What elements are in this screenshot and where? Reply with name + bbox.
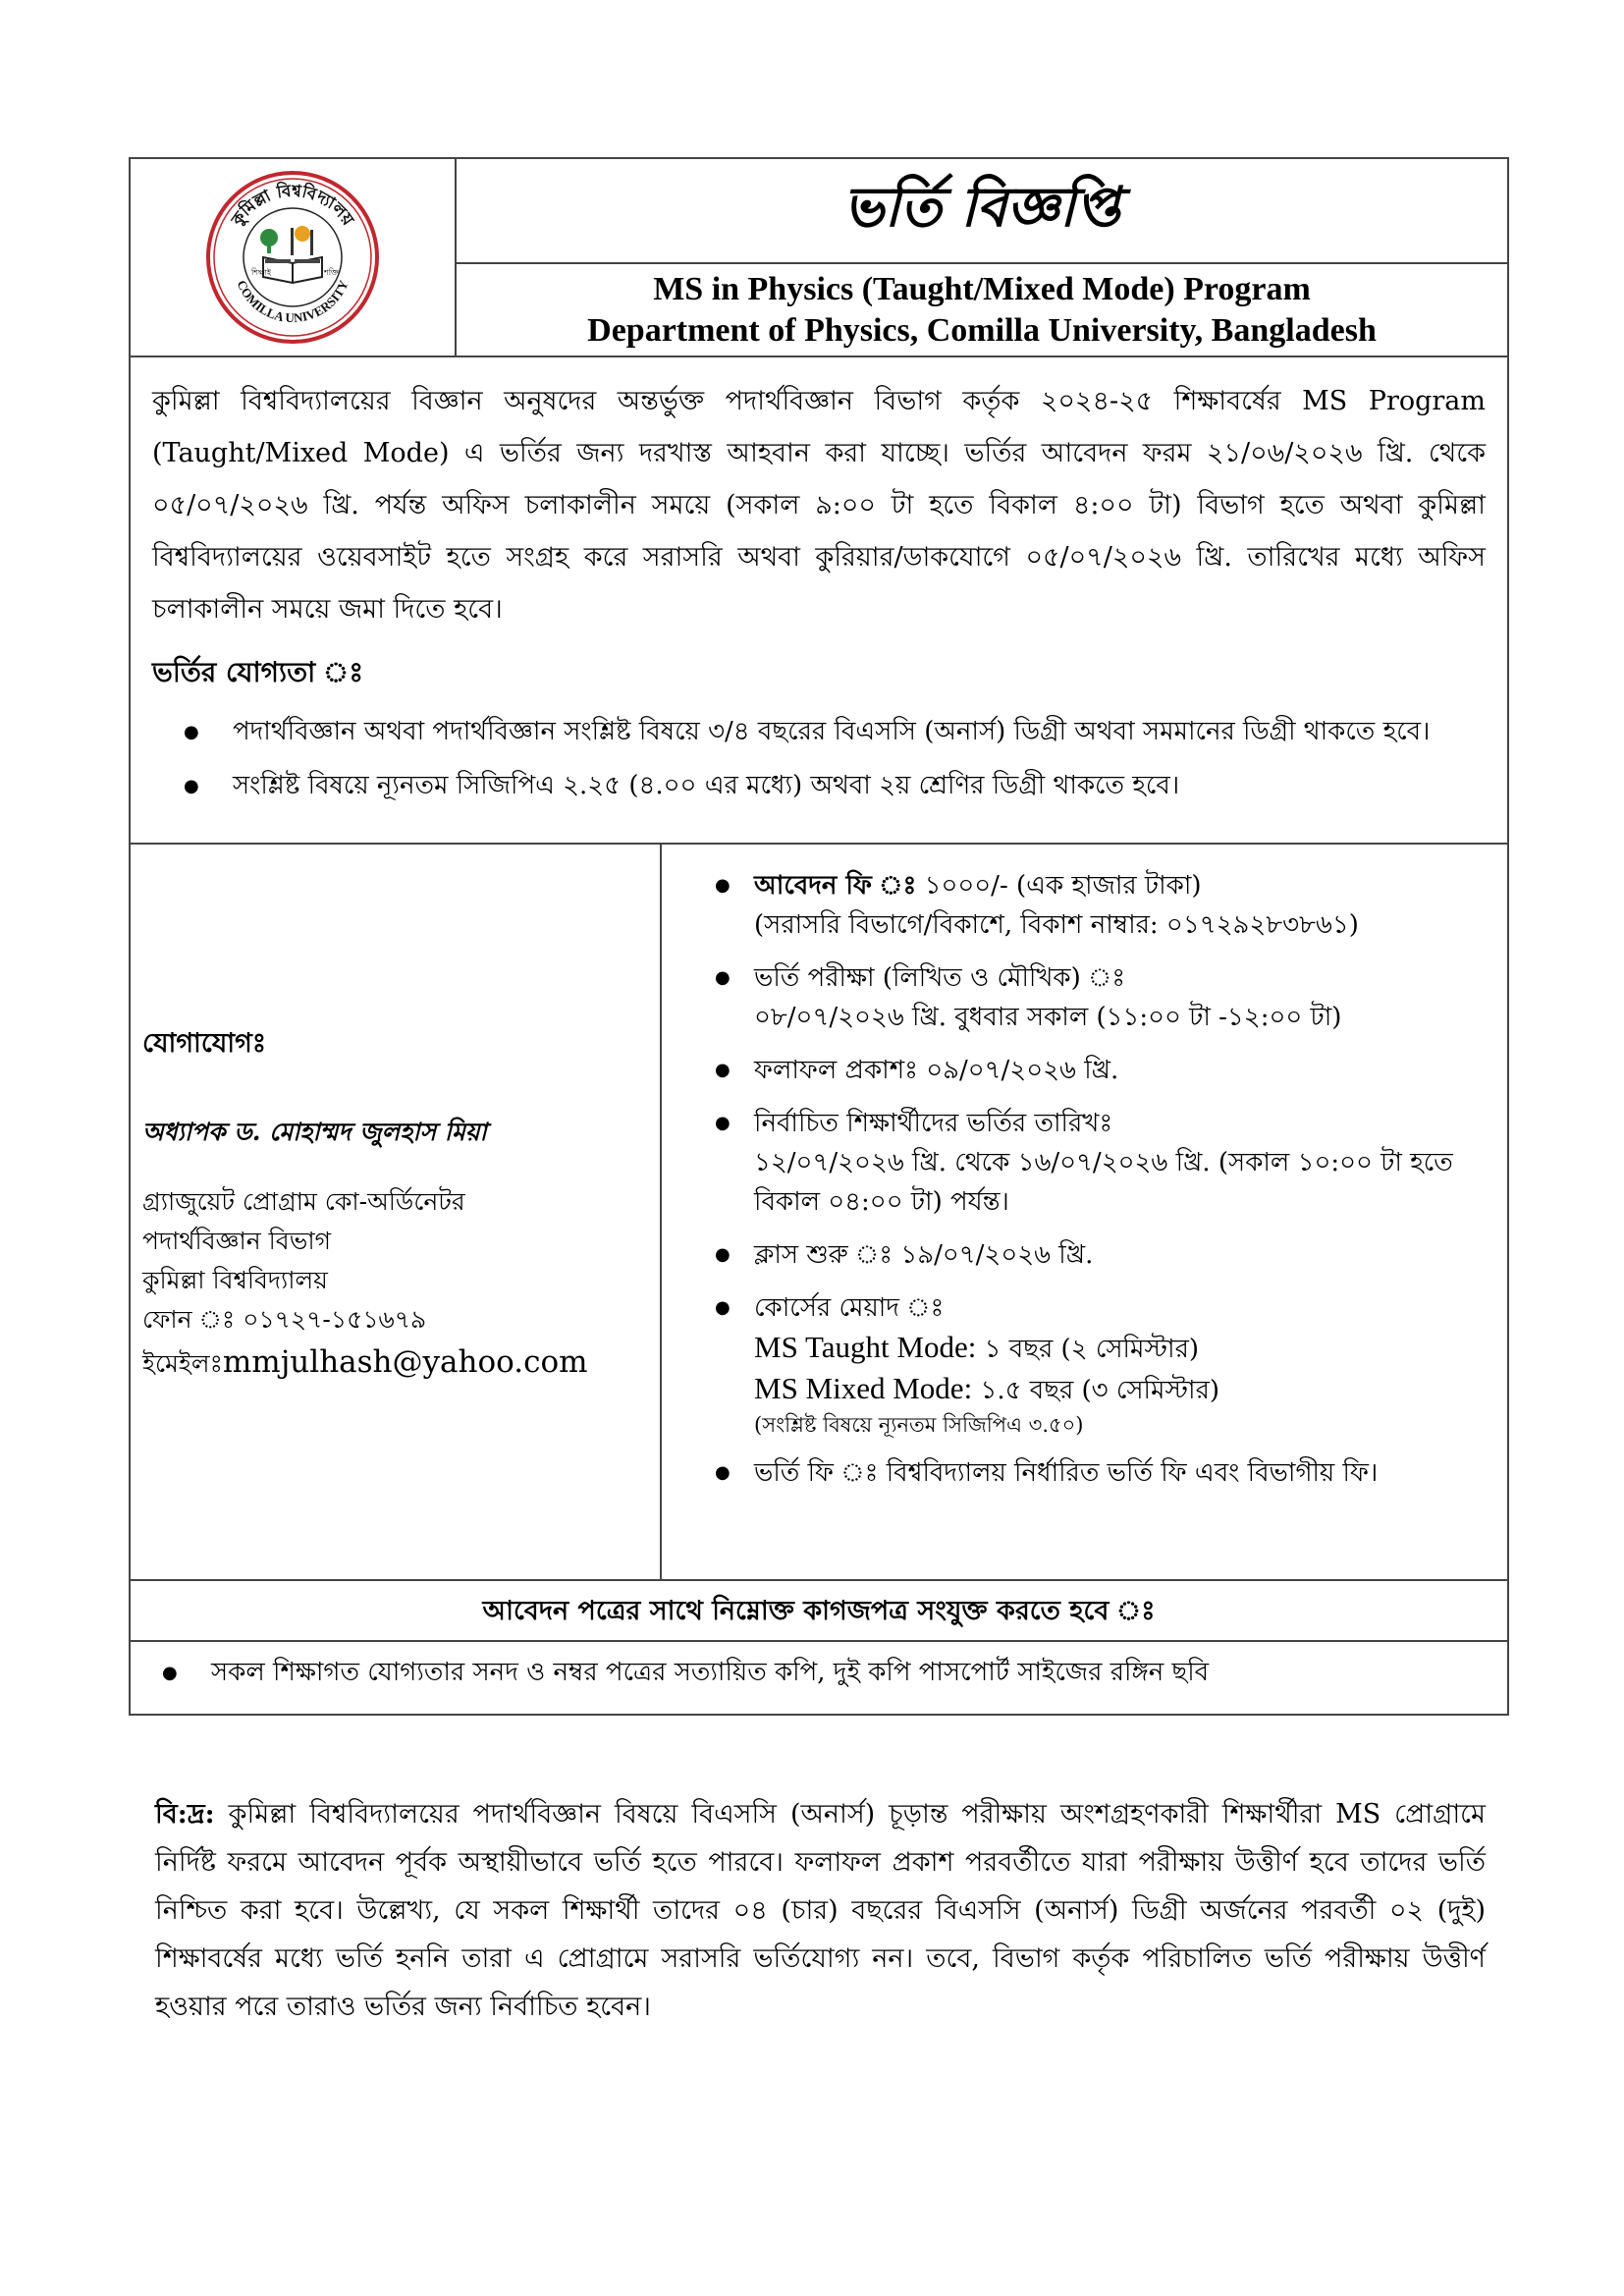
eligibility-list xyxy=(152,709,1486,809)
eligibility-item: ● পদার্থবিজ্ঞান অথবা পদার্থবিজ্ঞান সংশ্লিষ্ট বিষয়ে ৩/৪ বছরের বিএসসি (অনার্স) ডিগ্রী অথবা সমমানের ডিগ্রী থাকতে হবে। xyxy=(233,709,1486,755)
email-label: ইমেইলঃ xyxy=(142,1349,223,1378)
contact-email-line xyxy=(142,1339,660,1385)
fee-label: আবেদন ফি ঃ xyxy=(754,871,917,901)
svg-text:শিক্ষাই: শিক্ষাই xyxy=(251,268,271,277)
info-item-result: ● ফলাফল প্রকাশঃ ০৯/০৭/২০২৬ খ্রি. xyxy=(715,1051,1507,1090)
eligibility-title: ভর্তির যোগ্যতা ঃ xyxy=(152,656,364,688)
mixed-mode-note: (সংশ্লিষ্ট বিষয়ে ন্যূনতম সিজিপিএ ৩.৫০) xyxy=(754,1413,1084,1437)
info-block xyxy=(662,845,1507,1579)
contact-email[interactable]: mmjulhash@yahoo.com xyxy=(222,1344,588,1380)
admission-value: ১২/০৭/২০২৬ খ্রি. থেকে ১৬/০৭/২০২৬ খ্রি. (সকাল ১০:০০ টা হতে বিকাল ০৪:০০ টা) পর্যন্ত। xyxy=(754,1148,1453,1217)
program-title: MS in Physics (Taught/Mixed Mode) Program xyxy=(653,270,1311,307)
university-logo xyxy=(204,169,381,346)
mixed-mode-line xyxy=(754,1369,1507,1410)
exam-value: ০৮/০৭/২০২৬ খ্রি. বুধবার সকাল (১১:০০ টা -১২:০০ টা) xyxy=(754,1003,1342,1032)
contact-title: যোগাযোগঃ xyxy=(142,1028,267,1059)
subtitle-cell xyxy=(457,264,1507,355)
notice-title: ভর্তি বিজ্ঞপ্তি xyxy=(842,174,1121,240)
department-title: Department of Physics, Comilla University, Bangladesh xyxy=(587,311,1377,349)
note-text: কুমিল্লা বিশ্ববিদ্যালয়ের পদার্থবিজ্ঞান বিষয়ে বিএসসি (অনার্স) চূড়ান্ত পরীক্ষায় অংশগ্রহণকারী শিক্ষার্থীরা MS প্রোগ্রামে নির্দিষ্ট ফরমে আবেদন পূর্বক অস্থায়ীভাবে ভর্তি হতে পারবে। ফলাফল প্রকাশ পরবর্তীতে যারা পরীক্ষায় উত্তীর্ণ হবে তাদের ভর্তি নিশ্চিত করা হবে। উল্লেখ্য, যে সকল শিক্ষার্থী তাদের ০৪ (চার) বছরের বিএসসি (অনার্স) ডিগ্রী অর্জনের পরবর্তী ০২ (দুই) শিক্ষাবর্ষের মধ্যে ভর্তি হননি তারা এ প্রোগ্রামে সরাসরি ভর্তিযোগ্য নন। তবে, বিভাগ কর্তৃক পরিচালিত ভর্তি পরীক্ষায় উত্তীর্ণ হওয়ার পরে তারাও ভর্তির জন্য নির্বাচিত হবেন। xyxy=(155,1799,1486,2022)
taught-mode-line xyxy=(754,1328,1507,1369)
info-item-class-start: ● ক্লাস শুরু ঃ ১৯/০৭/২০২৬ খ্রি. xyxy=(715,1235,1507,1275)
contact-phone: ফোন ঃ ০১৭২৭-১৫১৬৭৯ xyxy=(142,1305,427,1334)
documents-section xyxy=(131,1581,1507,1714)
duration-label: ● কোর্সের মেয়াদ ঃ xyxy=(754,1293,945,1323)
taught-mode-bn: ১ বছর (২ সেমিস্টার) xyxy=(984,1335,1200,1364)
info-item-duration xyxy=(715,1288,1507,1440)
note-label: বি:দ্র: xyxy=(155,1799,215,1830)
contact-name: অধ্যাপক ড. মোহাম্মদ জুলহাস মিয়া xyxy=(142,1118,487,1146)
title-cell xyxy=(457,159,1507,264)
eligibility-item: ● সংশ্লিষ্ট বিষয়ে ন্যূনতম সিজিপিএ ২.২৫ (৪.০০ এর মধ্যে) অথবা ২য় শ্রেণির ডিগ্রী থাকতে হবে। xyxy=(233,763,1486,809)
fee-note: (সরাসরি বিভাগে/বিকাশে, বিকাশ নাম্বার: ০১৭২৯২৮৩৮৬১) xyxy=(754,910,1359,940)
info-item-admission xyxy=(715,1104,1507,1222)
admission-label: ● নির্বাচিত শিক্ষার্থীদের ভর্তির তারিখঃ xyxy=(754,1109,1113,1138)
details-section xyxy=(131,845,1507,1581)
info-item-fee xyxy=(715,866,1507,945)
contact-designation: গ্র্যাজুয়েট প্রোগ্রাম কো-অর্ডিনেটর xyxy=(142,1187,465,1216)
info-item-exam xyxy=(715,958,1507,1037)
svg-text:শক্তি: শক্তি xyxy=(324,268,339,277)
documents-title: আবেদন পত্রের সাথে নিম্নোক্ত কাগজপত্র সংযুক্ত করতে হবে ঃ xyxy=(131,1587,1507,1642)
info-item-admission-fee: ● ভর্তি ফি ঃ বিশ্ববিদ্যালয় নির্ধারিত ভর্তি ফি এবং বিভাগীয় ফি। xyxy=(715,1453,1507,1493)
info-list xyxy=(715,866,1507,1493)
mixed-mode-bn: ১.৫ বছর (৩ সেমিস্টার) xyxy=(980,1376,1220,1405)
notice-frame xyxy=(129,157,1509,1716)
exam-label: ● ভর্তি পরীক্ষা (লিখিত ও মৌখিক) ঃ xyxy=(754,963,1126,993)
intro-paragraph: কুমিল্লা বিশ্ববিদ্যালয়ের বিজ্ঞান অনুষদের অন্তর্ভুক্ত পদার্থবিজ্ঞান বিভাগ কর্তৃক ২০২৪-২৫ শিক্ষাবর্ষের MS Program (Taught/Mixed Mode) এ ভর্তির জন্য দরখাস্ত আহবান করা যাচ্ছে। ভর্তির আবেদন ফরম ২১/০৬/২০২৬ খ্রি. থেকে ০৫/০৭/২০২৬ খ্রি. পর্যন্ত অফিস চলাকালীন সময়ে (সকাল ৯:০০ টা হতে বিকাল ৪:০০ টা) বিভাগ হতে অথবা কুমিল্লা বিশ্ববিদ্যালয়ের ওয়েবসাইট হতে সংগ্রহ করে সরাসরি অথবা কুরিয়ার/ডাকযোগে ০৫/০৭/২০২৬ খ্রি. তারিখের মধ্যে অফিস চলাকালীন সময়ে জমা দিতে হবে। xyxy=(152,386,1486,625)
contact-block xyxy=(131,845,662,1579)
contact-department: পদার্থবিজ্ঞান বিভাগ xyxy=(142,1227,331,1255)
documents-list xyxy=(131,1650,1507,1696)
fee-value: ১০০০/- (এক হাজার টাকা) xyxy=(924,871,1202,901)
logo-cell xyxy=(131,159,457,355)
contact-university: কুমিল্লা বিশ্ববিদ্যালয় xyxy=(142,1266,328,1294)
title-column xyxy=(457,159,1507,355)
note-section xyxy=(155,1790,1486,2031)
documents-item: ● সকল শিক্ষাগত যোগ্যতার সনদ ও নম্বর পত্রের সত্যায়িত কপি, দুই কপি পাসপোর্ট সাইজের রঙ্গিন ছবি xyxy=(211,1650,1507,1696)
taught-mode-en: MS Taught Mode: xyxy=(754,1330,977,1364)
svg-text:COMILLA UNIVERSITY: COMILLA UNIVERSITY xyxy=(234,278,352,326)
intro-section xyxy=(131,357,1507,845)
notice-header xyxy=(131,159,1507,357)
svg-text:কুমিল্লা বিশ্ববিদ্যালয়: কুমিল্লা বিশ্ববিদ্যালয় xyxy=(228,181,358,230)
mixed-mode-en: MS Mixed Mode: xyxy=(754,1371,973,1405)
